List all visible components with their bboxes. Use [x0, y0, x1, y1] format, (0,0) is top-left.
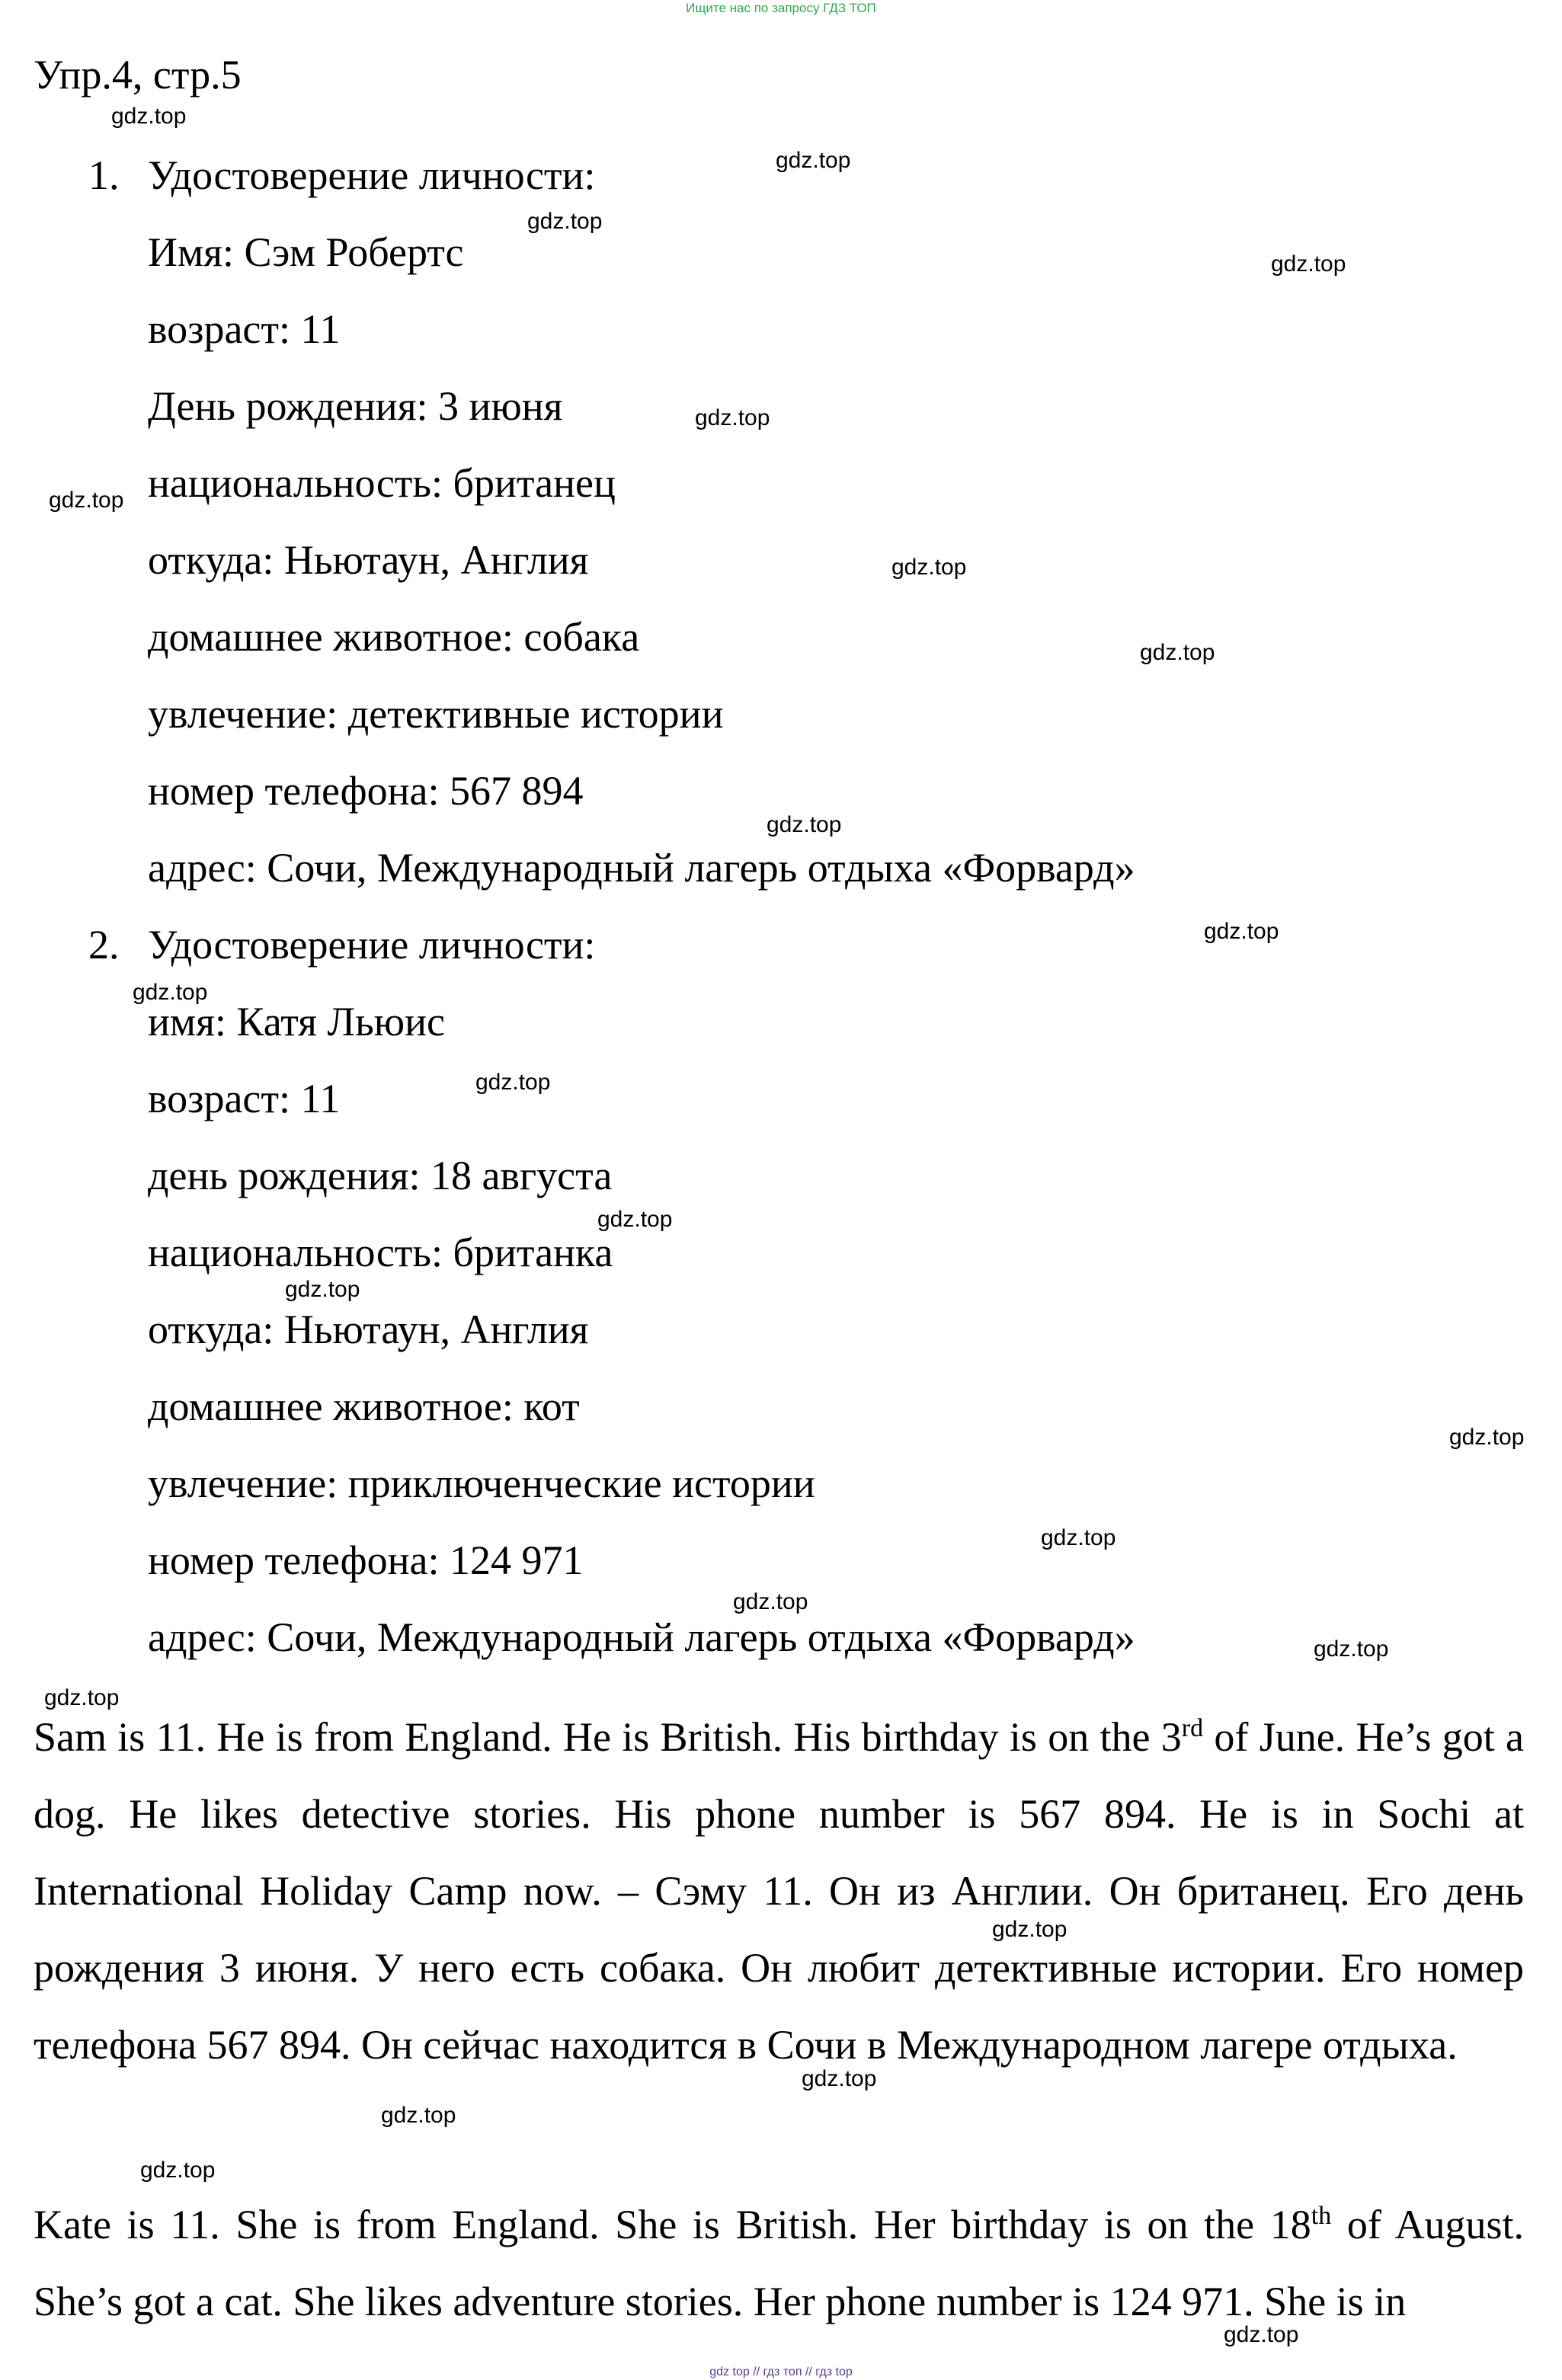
watermark: gdz.top [1041, 1525, 1116, 1550]
watermark: gdz.top [767, 812, 842, 837]
paragraph-sam-text-a: Sam is 11. He is from England. He is British. His birthday is on the 3 [34, 1714, 1182, 1760]
paragraph-kate-text-b: of August. She’s got a cat. She likes adventure stories. Her phone number is 124 971. She is in [34, 2202, 1524, 2324]
exercise-heading: Упр.4, стр.5 [34, 52, 242, 98]
card-2-line: домашнее животное: кот [148, 1384, 580, 1429]
top-banner: Ищите нас по запросу ГДЗ ТОП [686, 1, 876, 15]
card-2-line: откуда: Ньютаун, Англия [148, 1307, 589, 1352]
watermark: gdz.top [1140, 640, 1215, 665]
watermark: gdz.top [44, 1685, 120, 1710]
watermark: gdz.top [1224, 2322, 1299, 2347]
watermark: gdz.top [111, 104, 187, 129]
card-2-line: возраст: 11 [148, 1076, 341, 1121]
card-1-line: адрес: Сочи, Международный лагерь отдыха «Форвард» [148, 845, 1135, 891]
card-1-line: откуда: Ньютаун, Англия [148, 537, 589, 583]
watermark: gdz.top [133, 980, 208, 1005]
card-2-line: адрес: Сочи, Международный лагерь отдыха «Форвард» [148, 1614, 1135, 1660]
watermark: gdz.top [891, 555, 967, 580]
watermark: gdz.top [776, 148, 851, 173]
watermark: gdz.top [381, 2103, 456, 2128]
card-2-number: 2. [88, 922, 120, 968]
watermark: gdz.top [49, 488, 124, 513]
card-1-line: номер телефона: 567 894 [148, 768, 584, 814]
card-2-line: номер телефона: 124 971 [148, 1537, 584, 1583]
watermark: gdz.top [597, 1207, 673, 1232]
bottom-banner: gdz top // гдз топ // гдз top [709, 2366, 853, 2378]
paragraph-kate [34, 2186, 1524, 2340]
watermark: gdz.top [1271, 251, 1346, 277]
card-2-line: увлечение: приключенческие истории [148, 1460, 815, 1506]
watermark: gdz.top [992, 1917, 1067, 1942]
card-2-line: Удостоверение личности: [148, 922, 596, 968]
paragraph-sam [34, 1699, 1524, 2084]
card-2-line: день рождения: 18 августа [148, 1153, 613, 1198]
card-2-line: имя: Катя Льюис [148, 999, 445, 1044]
watermark: gdz.top [527, 209, 603, 234]
card-1-line: Удостоверение личности: [148, 152, 596, 198]
card-1-line: домашнее животное: собака [148, 614, 640, 660]
card-2-line: национальность: британка [148, 1230, 613, 1275]
paragraph-sam-text-b: of June. He’s got a dog. He likes detective stories. His phone number is 567 894. He is in Sochi at International Holiday Camp now. – Сэму 11. Он из Англии. Он британец. Его день рождения 3 июня. У него есть собака. Он любит детективные истории. Его номер телефона 567 894. Он сейчас находится в Сочи в Международном лагере отдыха. [34, 1714, 1525, 2068]
watermark: gdz.top [1204, 919, 1279, 944]
ordinal-suffix: rd [1181, 1714, 1204, 1742]
card-1-line: День рождения: 3 июня [148, 383, 563, 429]
card-1-number: 1. [88, 152, 120, 198]
card-1-line: увлечение: детективные истории [148, 691, 724, 737]
watermark: gdz.top [733, 1589, 808, 1614]
watermark: gdz.top [475, 1070, 551, 1095]
ordinal-suffix: th [1311, 2202, 1332, 2230]
card-1-line: возраст: 11 [148, 306, 341, 352]
watermark: gdz.top [140, 2158, 216, 2183]
watermark: gdz.top [1314, 1636, 1389, 1662]
watermark: gdz.top [695, 405, 770, 430]
watermark: gdz.top [285, 1277, 360, 1302]
watermark: gdz.top [1449, 1425, 1525, 1450]
card-1-line: Имя: Сэм Робертс [148, 229, 464, 275]
watermark: gdz.top [802, 2066, 877, 2091]
paragraph-kate-text-a: Kate is 11. She is from England. She is British. Her birthday is on the 18 [34, 2202, 1311, 2247]
card-1-line: национальность: британец [148, 460, 616, 506]
